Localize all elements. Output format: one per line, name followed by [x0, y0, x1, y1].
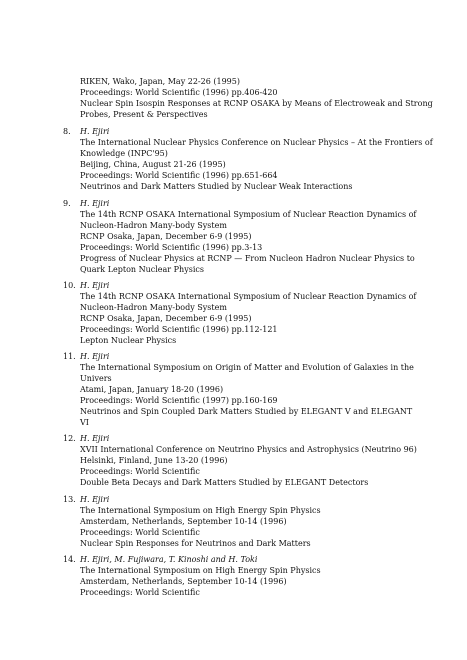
entry-number: 14. [63, 555, 76, 564]
intro-line: RIKEN, Wako, Japan, May 22-26 (1995) [80, 77, 240, 86]
entry-line: RCNP Osaka, Japan, December 6-9 (1995) [80, 232, 252, 241]
entry-line: Proceedings: World Scientific (1996) pp.112-121 [80, 325, 278, 334]
entry-author: H. Ejiri [80, 281, 110, 290]
entry-line: The International Symposium on Origin of Matter and Evolution of Galaxies in the [80, 363, 414, 372]
entry-line: Proceedings: World Scientific (1996) pp.3-13 [80, 243, 263, 252]
entry-line: VI [80, 418, 89, 427]
entry-author: H. Ejiri, M. Fujiwara, T. Kinoshi and H. Toki [80, 555, 258, 564]
entry-line: Univers [80, 374, 112, 383]
entry-number: 12. [63, 434, 76, 443]
entry-number: 11. [63, 352, 76, 361]
entry-line: Nuclear Spin Responses for Neutrinos and Dark Matters [80, 539, 311, 548]
entry-line: Knowledge (INPC'95) [80, 149, 168, 158]
entry-author: H. Ejiri [80, 127, 110, 136]
entry-line: Beijing, China, August 21-26 (1995) [80, 160, 226, 169]
entry-number: 8. [63, 127, 71, 136]
entry-line: Progress of Nuclear Physics at RCNP — From Nucleon Hadron Nuclear Physics to [80, 254, 415, 263]
entry-line: Amsterdam, Netherlands, September 10-14 (1996) [80, 517, 287, 526]
entry-line: Neutrinos and Spin Coupled Dark Matters Studied by ELEGANT V and ELEGANT [80, 407, 413, 416]
entry-line: Lepton Nuclear Physics [80, 336, 177, 345]
entry-line: The International Symposium on High Energy Spin Physics [80, 566, 321, 575]
entry-number: 9. [63, 199, 71, 208]
entry-author: H. Ejiri [80, 434, 110, 443]
entry-line: Nucleon-Hadron Many-body System [80, 221, 227, 230]
entry-line: Helsinki, Finland, June 13-20 (1996) [80, 456, 228, 465]
entry-author: H. Ejiri [80, 495, 110, 504]
entry-number: 13. [63, 495, 76, 504]
entry-line: Amsterdam, Netherlands, September 10-14 (1996) [80, 577, 287, 586]
entry-line: RCNP Osaka, Japan, December 6-9 (1995) [80, 314, 252, 323]
entry-line: Neutrinos and Dark Matters Studied by Nuclear Weak Interactions [80, 182, 353, 191]
entry-author: H. Ejiri [80, 352, 110, 361]
entry-line: Proceedings: World Scientific [80, 467, 200, 476]
entry-number: 10. [63, 281, 76, 290]
entry-line: Proceedings: World Scientific (1997) pp.160-169 [80, 396, 278, 405]
entry-line: Proceedings: World Scientific [80, 528, 200, 537]
entry-line: Quark Lepton Nuclear Physics [80, 265, 204, 274]
entry-line: The 14th RCNP OSAKA International Symposium of Nuclear Reaction Dynamics of [80, 292, 417, 301]
entry-line: The 14th RCNP OSAKA International Symposium of Nuclear Reaction Dynamics of [80, 210, 417, 219]
entry-line: Double Beta Decays and Dark Matters Studied by ELEGANT Detectors [80, 478, 369, 487]
entry-line: Nucleon-Hadron Many-body System [80, 303, 227, 312]
entry-line: Proceedings: World Scientific [80, 588, 200, 597]
intro-line: Proceedings: World Scientific (1996) pp.406-420 [80, 88, 278, 97]
entry-line: The International Nuclear Physics Conference on Nuclear Physics – At the Frontiers of [80, 138, 433, 147]
entry-line: XVII International Conference on Neutrino Physics and Astrophysics (Neutrino 96) [80, 445, 417, 454]
entry-line: The International Symposium on High Energy Spin Physics [80, 506, 321, 515]
entry-line: Proceedings: World Scientific (1996) pp.651-664 [80, 171, 278, 180]
intro-line: Probes, Present & Perspectives [80, 110, 208, 119]
entry-line: Atami, Japan, January 18-20 (1996) [80, 385, 224, 394]
intro-line: Nuclear Spin Isospin Responses at RCNP OSAKA by Means of Electroweak and Strong [80, 99, 433, 108]
entry-author: H. Ejiri [80, 199, 110, 208]
